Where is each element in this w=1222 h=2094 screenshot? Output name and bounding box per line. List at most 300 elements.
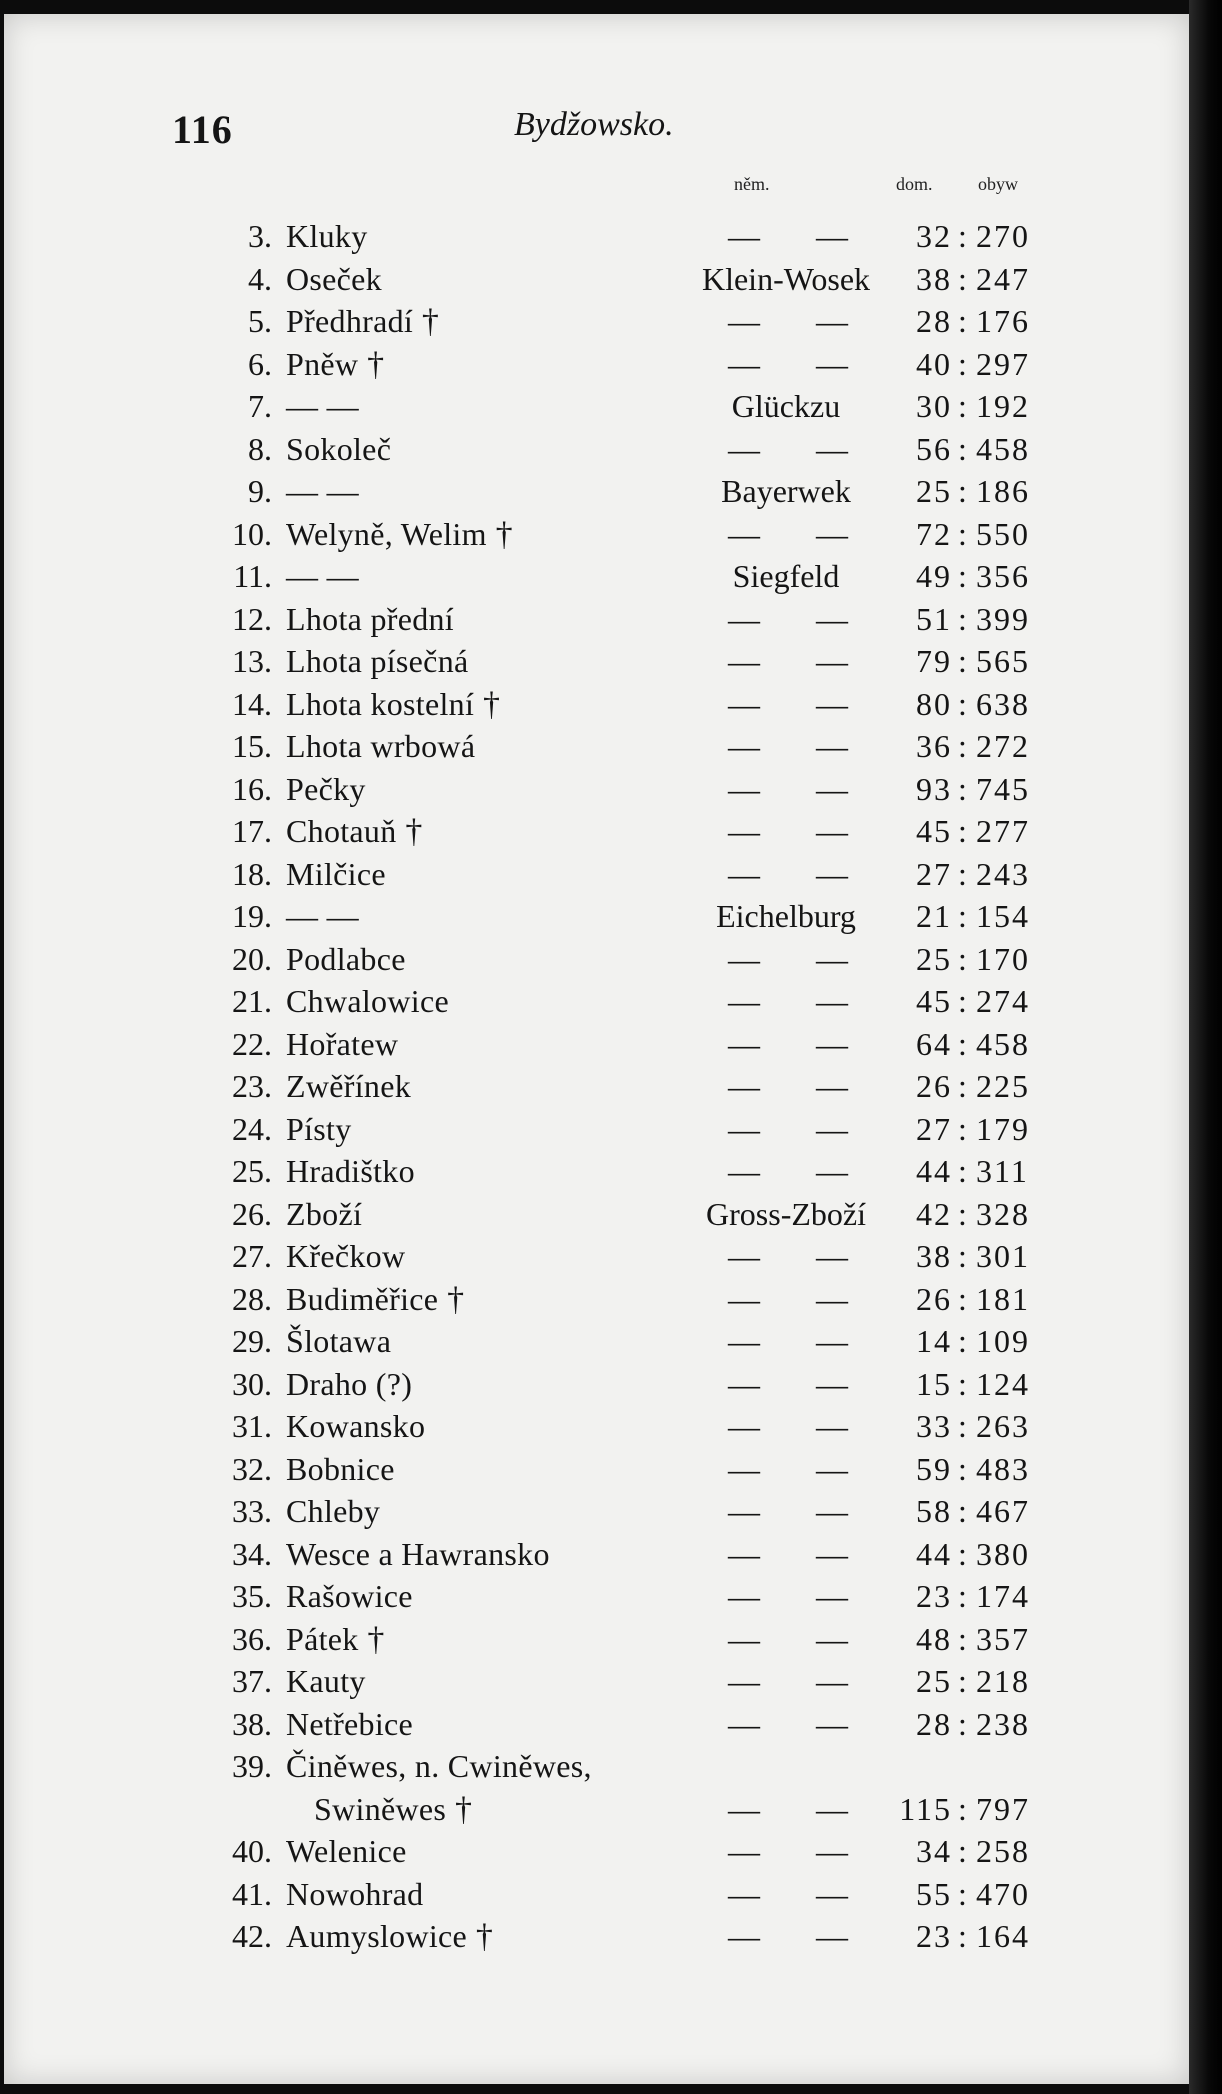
population-count: 458: [976, 430, 1030, 467]
place-name: Kluky: [286, 218, 368, 254]
ditto-dash: —: [816, 1535, 848, 1572]
house-count: 25: [916, 940, 952, 977]
separator: :: [958, 1365, 967, 1402]
place-name: Hradištko: [286, 1153, 415, 1189]
table-row: [4, 1746, 1189, 1786]
ditto-dash: —: [728, 1493, 760, 1529]
parish-cross-icon: †: [358, 1620, 385, 1658]
table-row: [4, 599, 1189, 639]
ditto-dash: —: [816, 728, 848, 764]
row-number: 25.: [232, 1153, 272, 1189]
parish-cross-icon: †: [467, 1918, 494, 1955]
german-name: Siegfeld: [732, 558, 840, 594]
table-row: [4, 344, 1189, 384]
separator: :: [958, 813, 967, 849]
place-name: — —: [286, 473, 359, 509]
row-number: 9.: [248, 473, 272, 509]
separator: :: [958, 345, 967, 382]
separator: :: [958, 1493, 967, 1529]
place-name: Zwěřínek: [286, 1068, 412, 1104]
place-name: — —: [286, 558, 359, 594]
row-number: 30.: [232, 1365, 272, 1402]
house-count: 48: [916, 1620, 952, 1657]
ditto-dash: —: [816, 940, 848, 977]
table-row: [4, 641, 1189, 681]
population-count: 745: [976, 770, 1030, 807]
row-number: 18.: [232, 855, 272, 892]
separator: :: [958, 1790, 967, 1827]
place-name: Lhota wrbowá: [286, 728, 476, 764]
separator: :: [958, 260, 967, 297]
ditto-dash: —: [816, 1408, 848, 1444]
population-count: 467: [976, 1493, 1030, 1529]
parish-cross-icon: †: [486, 515, 513, 553]
table-row: [4, 1321, 1189, 1361]
population-count: 272: [976, 728, 1030, 764]
house-count: 32: [916, 218, 952, 254]
separator: :: [958, 1663, 967, 1699]
ditto-dash: —: [728, 600, 760, 637]
table-row: [4, 896, 1189, 936]
place-name: Pátek †: [286, 1620, 385, 1658]
table-row: [4, 1194, 1189, 1234]
table-row: [4, 514, 1189, 554]
table-row: [4, 1916, 1189, 1956]
table-row: [4, 769, 1189, 809]
house-count: 64: [916, 1025, 952, 1062]
house-count: 79: [916, 643, 952, 679]
table-row: [4, 854, 1189, 894]
row-number: 4.: [248, 260, 272, 297]
population-count: 164: [976, 1918, 1030, 1954]
place-name: Bobnice: [286, 1450, 395, 1487]
row-number: 34.: [232, 1535, 272, 1572]
ditto-dash: —: [728, 1535, 760, 1572]
table-row: [4, 1789, 1189, 1829]
place-name: — —: [286, 898, 359, 934]
house-count: 56: [916, 430, 952, 467]
table-row: [4, 1066, 1189, 1106]
separator: :: [958, 1025, 967, 1062]
ditto-dash: —: [728, 345, 760, 382]
house-count: 26: [916, 1280, 952, 1317]
ditto-dash: —: [816, 1833, 848, 1869]
table-row: [4, 386, 1189, 426]
population-count: 181: [976, 1280, 1030, 1317]
page-title: Bydžowsko.: [514, 106, 674, 143]
ditto-dash: —: [816, 1153, 848, 1189]
separator: :: [958, 1408, 967, 1444]
separator: :: [958, 1705, 967, 1742]
population-count: 170: [976, 940, 1030, 977]
table-row: [4, 1534, 1189, 1574]
ditto-dash: —: [816, 303, 848, 339]
separator: :: [958, 1153, 967, 1189]
place-name: Křečkow: [286, 1238, 406, 1274]
place-name: Chwalowice: [286, 983, 449, 1019]
population-count: 109: [976, 1323, 1030, 1359]
separator: :: [958, 898, 967, 934]
population-count: 797: [976, 1790, 1030, 1827]
ditto-dash: —: [816, 600, 848, 637]
ditto-dash: —: [816, 1875, 848, 1912]
place-name: Budiměřice †: [286, 1280, 465, 1318]
table-row: [4, 1406, 1189, 1446]
population-count: 124: [976, 1365, 1030, 1402]
parish-cross-icon: †: [396, 813, 423, 850]
place-name: Aumyslowice †: [286, 1918, 494, 1955]
ditto-dash: —: [728, 1025, 760, 1062]
population-count: 192: [976, 388, 1030, 424]
ditto-dash: —: [728, 218, 760, 254]
table-row: [4, 1831, 1189, 1871]
house-count: 36: [916, 728, 952, 764]
population-count: 243: [976, 855, 1030, 892]
ditto-dash: —: [728, 1408, 760, 1444]
german-name: Glückzu: [731, 388, 841, 424]
population-count: 270: [976, 218, 1030, 254]
table-row: [4, 1491, 1189, 1531]
row-number: 32.: [232, 1450, 272, 1487]
place-name: Činěwes, n. Cwiněwes,: [286, 1748, 592, 1784]
row-number: 11.: [233, 558, 272, 594]
population-count: 565: [976, 643, 1030, 679]
separator: :: [958, 940, 967, 977]
parish-cross-icon: †: [358, 345, 385, 383]
table-row: [4, 981, 1189, 1021]
house-count: 40: [916, 345, 952, 382]
population-count: 356: [976, 558, 1030, 594]
ditto-dash: —: [728, 1578, 760, 1614]
place-name: Zboží: [286, 1195, 363, 1232]
place-name: Chotauň †: [286, 813, 423, 850]
house-count: 44: [916, 1535, 952, 1572]
house-count: 33: [916, 1408, 952, 1444]
ditto-dash: —: [816, 515, 848, 552]
ditto-dash: —: [728, 1620, 760, 1657]
place-name: — —: [286, 388, 359, 424]
row-number: 6.: [248, 345, 272, 382]
separator: :: [958, 1238, 967, 1274]
german-name: Gross-Zboží: [706, 1195, 866, 1232]
ditto-dash: —: [728, 643, 760, 679]
ditto-dash: —: [728, 940, 760, 977]
place-name: Kowansko: [286, 1408, 426, 1444]
ditto-dash: —: [728, 1918, 760, 1954]
house-count: 25: [916, 473, 952, 509]
place-name: Podlabce: [286, 940, 406, 977]
table-row: [4, 1874, 1189, 1914]
row-number: 16.: [232, 770, 272, 807]
row-number: 17.: [232, 813, 272, 849]
row-number: 28.: [232, 1280, 272, 1317]
place-name: Písty: [286, 1110, 352, 1147]
row-number: 14.: [232, 685, 272, 722]
house-count: 93: [916, 770, 952, 807]
house-count: 27: [916, 1110, 952, 1147]
page-number: 116: [172, 107, 233, 152]
place-name: Pečky: [286, 770, 366, 807]
row-number: 15.: [232, 728, 272, 764]
ditto-dash: —: [816, 1365, 848, 1402]
house-count: 45: [916, 813, 952, 849]
table-row: [4, 471, 1189, 511]
ditto-dash: —: [728, 1153, 760, 1189]
house-count: 23: [916, 1918, 952, 1954]
ditto-dash: —: [728, 1705, 760, 1742]
place-name: Sokoleč: [286, 430, 392, 467]
ditto-dash: —: [728, 1365, 760, 1402]
house-count: 59: [916, 1450, 952, 1487]
ditto-dash: —: [816, 1280, 848, 1317]
table-row: [4, 1024, 1189, 1064]
table-row: [4, 1576, 1189, 1616]
house-count: 58: [916, 1493, 952, 1529]
table-row: [4, 1109, 1189, 1149]
separator: :: [958, 1323, 967, 1359]
german-name: Eichelburg: [716, 898, 856, 934]
table-row: [4, 684, 1189, 724]
table-row: [4, 1619, 1189, 1659]
separator: :: [958, 1918, 967, 1954]
house-count: 72: [916, 515, 952, 552]
separator: :: [958, 855, 967, 892]
ditto-dash: —: [816, 855, 848, 892]
house-count: 44: [916, 1153, 952, 1189]
house-count: 28: [916, 303, 952, 339]
table-row: [4, 216, 1189, 256]
population-count: 638: [976, 685, 1030, 722]
separator: :: [958, 685, 967, 722]
house-count: 38: [916, 1238, 952, 1274]
separator: :: [958, 1195, 967, 1232]
place-name: Chleby: [286, 1493, 381, 1529]
ditto-dash: —: [816, 983, 848, 1019]
table-row: [4, 301, 1189, 341]
row-number: 37.: [232, 1663, 272, 1699]
parish-cross-icon: †: [446, 1790, 473, 1828]
ditto-dash: —: [816, 643, 848, 679]
ditto-dash: —: [816, 430, 848, 467]
place-name: Welyně, Welim †: [286, 515, 513, 553]
place-name: Rašowice: [286, 1578, 413, 1614]
parish-cross-icon: †: [438, 1280, 465, 1318]
row-number: 22.: [232, 1025, 272, 1062]
table-row: [4, 939, 1189, 979]
place-name: Kauty: [286, 1663, 366, 1699]
separator: :: [958, 388, 967, 424]
ditto-dash: —: [728, 1110, 760, 1147]
population-count: 174: [976, 1578, 1030, 1614]
ditto-dash: —: [816, 1790, 848, 1827]
house-count: 45: [916, 983, 952, 1019]
separator: :: [958, 303, 967, 339]
separator: :: [958, 728, 967, 764]
table-row: [4, 1661, 1189, 1701]
column-header-inhabitants: obyw: [978, 174, 1018, 194]
ditto-dash: —: [816, 685, 848, 722]
place-name: Welenice: [286, 1833, 407, 1869]
population-count: 380: [976, 1535, 1030, 1572]
ditto-dash: —: [728, 855, 760, 892]
place-name: Lhota přední: [286, 600, 454, 637]
separator: :: [958, 218, 967, 254]
ditto-dash: —: [728, 1280, 760, 1317]
place-name: Draho (?): [286, 1365, 413, 1402]
house-count: 21: [916, 898, 952, 934]
row-number: 10.: [232, 515, 272, 552]
house-count: 14: [916, 1323, 952, 1359]
ditto-dash: —: [816, 813, 848, 849]
ditto-dash: —: [728, 1875, 760, 1912]
population-count: 483: [976, 1450, 1030, 1487]
ditto-dash: —: [816, 1068, 848, 1104]
ditto-dash: —: [728, 1238, 760, 1274]
ditto-dash: —: [728, 1790, 760, 1827]
ditto-dash: —: [728, 728, 760, 764]
row-number: 31.: [232, 1408, 272, 1444]
row-number: 29.: [232, 1323, 272, 1359]
table-row: [4, 811, 1189, 851]
row-number: 38.: [232, 1705, 272, 1742]
row-number: 21.: [232, 983, 272, 1019]
ditto-dash: —: [816, 1025, 848, 1062]
ditto-dash: —: [816, 770, 848, 807]
ditto-dash: —: [816, 1663, 848, 1699]
population-count: 458: [976, 1025, 1030, 1062]
table-row: [4, 1449, 1189, 1489]
separator: :: [958, 430, 967, 467]
ditto-dash: —: [728, 1323, 760, 1359]
separator: :: [958, 983, 967, 1019]
ditto-dash: —: [816, 1110, 848, 1147]
table-row: [4, 1279, 1189, 1319]
row-number: 8.: [248, 430, 272, 467]
ditto-dash: —: [816, 1705, 848, 1742]
ditto-dash: —: [816, 218, 848, 254]
house-count: 80: [916, 685, 952, 722]
place-name: Wesce a Hawransko: [286, 1535, 550, 1572]
population-count: 399: [976, 600, 1030, 637]
column-header-houses: dom.: [896, 174, 933, 194]
ditto-dash: —: [728, 1450, 760, 1487]
population-count: 179: [976, 1110, 1030, 1147]
population-count: 274: [976, 983, 1030, 1019]
ditto-dash: —: [816, 1918, 848, 1954]
ditto-dash: —: [816, 345, 848, 382]
place-name: Lhota kostelní †: [286, 685, 501, 723]
population-count: 225: [976, 1068, 1030, 1104]
row-number: 24.: [232, 1110, 272, 1147]
house-count: 34: [916, 1833, 952, 1869]
row-number: 19.: [232, 898, 272, 934]
separator: :: [958, 1875, 967, 1912]
house-count: 30: [916, 388, 952, 424]
book-page: [4, 14, 1189, 2084]
ditto-dash: —: [816, 1238, 848, 1274]
house-count: 38: [916, 260, 952, 297]
ditto-dash: —: [728, 1833, 760, 1869]
row-number: 41.: [232, 1875, 272, 1912]
table-row: [4, 1704, 1189, 1744]
place-name: Předhradí †: [286, 303, 440, 340]
house-count: 26: [916, 1068, 952, 1104]
house-count: 25: [916, 1663, 952, 1699]
separator: :: [958, 643, 967, 679]
row-number: 40.: [232, 1833, 272, 1869]
row-number: 33.: [232, 1493, 272, 1529]
house-count: 15: [916, 1365, 952, 1402]
population-count: 186: [976, 473, 1030, 509]
separator: :: [958, 1280, 967, 1317]
place-name: Milčice: [286, 855, 386, 892]
place-name: Swiněwes †: [314, 1790, 473, 1828]
population-count: 328: [976, 1195, 1030, 1232]
german-name: Klein-Wosek: [701, 260, 871, 297]
ditto-dash: —: [728, 430, 760, 467]
population-count: 176: [976, 303, 1030, 339]
table-row: [4, 1236, 1189, 1276]
parish-cross-icon: †: [413, 303, 440, 340]
place-name: Nowohrad: [286, 1875, 424, 1912]
separator: :: [958, 1620, 967, 1657]
separator: :: [958, 1833, 967, 1869]
ditto-dash: —: [728, 813, 760, 849]
separator: :: [958, 1110, 967, 1147]
german-name: Bayerwek: [721, 473, 851, 509]
population-count: 297: [976, 345, 1030, 382]
house-count: 51: [916, 600, 952, 637]
row-number: 42.: [232, 1918, 272, 1954]
table-row: [4, 429, 1189, 469]
row-number: 36.: [232, 1620, 272, 1657]
column-header-german: něm.: [734, 174, 770, 194]
table-row: [4, 1151, 1189, 1191]
separator: :: [958, 1450, 967, 1487]
table-row: [4, 1364, 1189, 1404]
row-number: 20.: [232, 940, 272, 977]
table-row: [4, 259, 1189, 299]
row-number: 3.: [248, 218, 272, 254]
population-count: 263: [976, 1408, 1030, 1444]
place-name: Pněw †: [286, 345, 385, 383]
house-count: 49: [916, 558, 952, 594]
population-count: 247: [976, 260, 1030, 297]
ditto-dash: —: [816, 1493, 848, 1529]
row-number: 26.: [232, 1195, 272, 1232]
separator: :: [958, 515, 967, 552]
separator: :: [958, 600, 967, 637]
house-count: 115: [899, 1790, 952, 1827]
separator: :: [958, 1535, 967, 1572]
house-count: 55: [916, 1875, 952, 1912]
place-name: Oseček: [286, 260, 382, 297]
population-count: 311: [976, 1153, 1029, 1189]
row-number: 7.: [248, 388, 272, 424]
row-number: 5.: [248, 303, 272, 339]
row-number: 13.: [232, 643, 272, 679]
row-number: 12.: [232, 600, 272, 637]
population-count: 258: [976, 1833, 1030, 1869]
ditto-dash: —: [816, 1620, 848, 1657]
ditto-dash: —: [728, 515, 760, 552]
separator: :: [958, 558, 967, 594]
row-number: 23.: [232, 1068, 272, 1104]
population-count: 357: [976, 1620, 1030, 1657]
house-count: 42: [916, 1195, 952, 1232]
population-count: 301: [976, 1238, 1030, 1274]
row-number: 39.: [232, 1748, 272, 1784]
